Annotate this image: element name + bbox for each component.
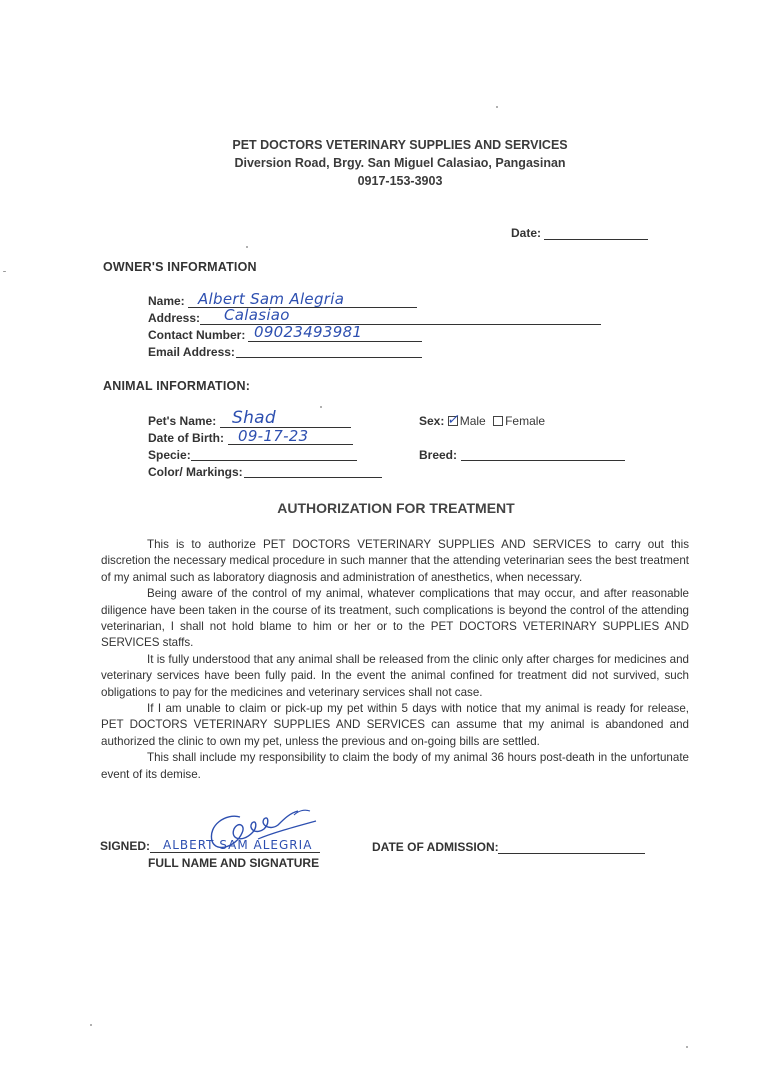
authorization-paragraph: This shall include my responsibility to claim the body of my animal 36 hours post-death in the unfortunate event of its demise. xyxy=(101,751,689,781)
owner-heading: OWNER'S INFORMATION xyxy=(103,260,257,274)
owner-email-label: Email Address: xyxy=(148,345,235,359)
authorization-body xyxy=(101,537,689,783)
scan-speck xyxy=(686,1046,688,1048)
scan-speck xyxy=(90,1024,92,1026)
scan-speck xyxy=(3,271,6,272)
specie-line xyxy=(191,460,357,461)
signed-name-value: ALBERT SAM ALEGRIA xyxy=(163,838,313,852)
breed-label: Breed: xyxy=(419,448,458,462)
pet-name-value: Shad xyxy=(232,408,276,428)
dob-value: 09-17-23 xyxy=(238,427,309,445)
owner-name-value: Albert Sam Alegria xyxy=(198,290,345,308)
authorization-title: AUTHORIZATION FOR TREATMENT xyxy=(277,500,515,516)
scan-speck xyxy=(320,406,322,408)
owner-address-value: Calasiao xyxy=(224,306,290,324)
authorization-paragraph: If I am unable to claim or pick-up my pet within 5 days with notice that my animal is ready for release, PET DOCTORS VETERINARY SUPPLIES AND SERVICES can assume that my animal is abandoned and authorized the clinic to own my pet, unless the previous and on-going bills are settled. xyxy=(101,702,689,748)
owner-contact-value: 09023493981 xyxy=(254,323,363,341)
sex-label: Sex: xyxy=(419,414,445,428)
admission-date-line xyxy=(498,853,645,854)
breed-line xyxy=(461,460,625,461)
female-option-label: Female xyxy=(505,414,546,428)
scan-speck xyxy=(496,106,498,108)
sex-field xyxy=(419,411,546,428)
clinic-name: PET DOCTORS VETERINARY SUPPLIES AND SERVICES xyxy=(232,138,568,152)
owner-contact-label: Contact Number: xyxy=(148,328,246,342)
date-label: Date: xyxy=(511,226,542,240)
signature-caption: FULL NAME AND SIGNATURE xyxy=(148,856,320,870)
authorization-paragraph: Being aware of the control of my animal, whatever complications that may occur, and after reasonable diligence have been taken in the course of its treatment, such complications is beyond the control of the attending veterinarian, I shall not hold blame to him or her or to the PET DOCTORS VETERINARY SUPPLIES AND SERVICES staffs. xyxy=(101,587,689,650)
color-markings-line xyxy=(244,477,382,478)
clinic-address: Diversion Road, Brgy. San Miguel Calasiao, Pangasinan xyxy=(234,156,566,170)
signed-label: SIGNED: xyxy=(100,839,151,853)
authorization-paragraph: This is to authorize PET DOCTORS VETERINARY SUPPLIES AND SERVICES to carry out this discretion the necessary medical procedure in such manner that the attending veterinarian sees the best treatment of my animal such as laboratory diagnosis and administration of anesthetics, when necessary. xyxy=(101,538,689,584)
female-checkbox[interactable] xyxy=(493,416,503,426)
pet-name-label: Pet's Name: xyxy=(148,414,217,428)
dob-label: Date of Birth: xyxy=(148,431,224,445)
male-checkbox[interactable]: ✓ xyxy=(446,411,459,427)
specie-label: Specie: xyxy=(148,448,191,462)
owner-email-line xyxy=(236,357,422,358)
date-field xyxy=(544,239,648,240)
color-markings-label: Color/ Markings: xyxy=(148,465,243,479)
admission-date-label: DATE OF ADMISSION: xyxy=(372,840,499,854)
owner-contact-line xyxy=(248,341,422,342)
animal-heading: ANIMAL INFORMATION: xyxy=(103,379,251,393)
signature-scribble xyxy=(198,803,323,855)
owner-name-label: Name: xyxy=(148,294,185,308)
male-option-label: Male xyxy=(459,414,486,428)
authorization-paragraph: It is fully understood that any animal shall be released from the clinic only after charges for medicines and veterinary services have been fully paid. In the event the animal confined for treatment did not survived, such obligations to pay for the medicines and veterinary services shall not case. xyxy=(101,652,689,699)
owner-address-label: Address: xyxy=(148,311,201,325)
clinic-phone: 0917-153-3903 xyxy=(357,174,443,188)
scan-speck xyxy=(246,246,248,248)
